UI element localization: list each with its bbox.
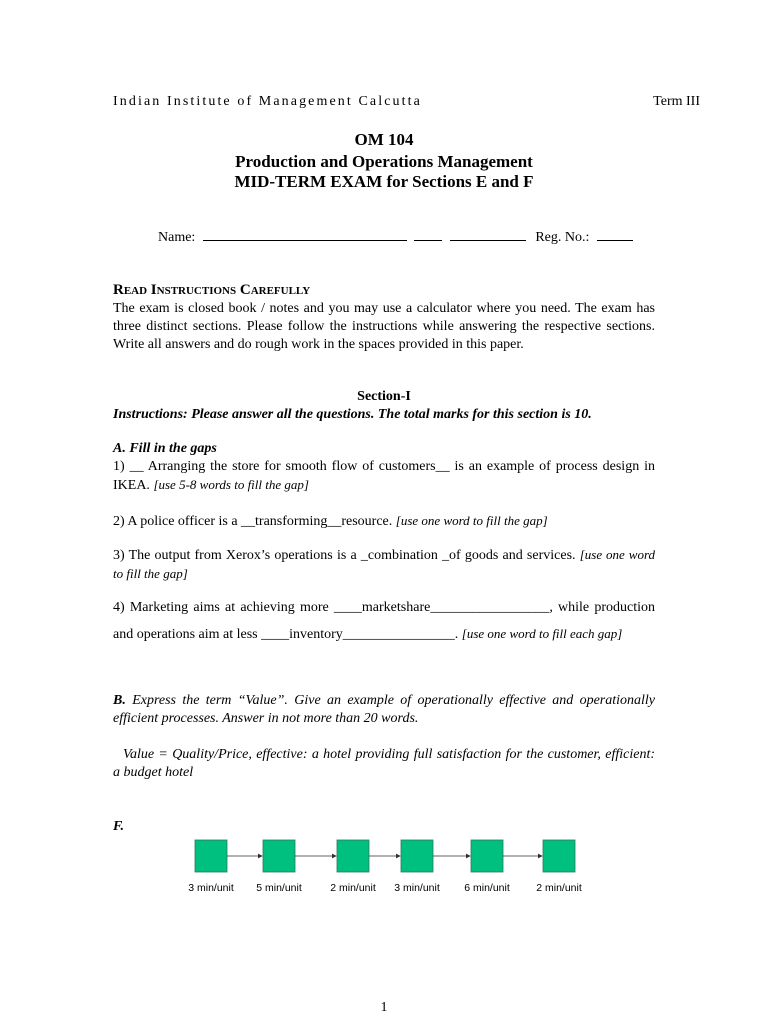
process-step-3 xyxy=(337,840,369,872)
process-step-label-6: 2 min/unit xyxy=(536,882,582,894)
question-2-note: [use one word to fill the gap] xyxy=(395,513,548,528)
part-b-answer: Value = Quality/Price, effective: a hotel providing full satisfaction for the customer, efficient: a budget hotel xyxy=(113,747,655,780)
question-4-note: [use one word to fill each gap] xyxy=(461,626,623,641)
question-3 xyxy=(113,546,655,584)
section-instructions: Instructions: Please answer all the questions. The total marks for this section is 10. xyxy=(113,407,592,422)
reg-field[interactable] xyxy=(597,229,633,241)
question-4-text: 4) Marketing aims at achieving more ____marketshare_________________, while production and operations aim at less ____inventory________________. xyxy=(113,600,655,642)
reg-label: Reg. No.: xyxy=(535,230,590,245)
question-1-text: 1) __ Arranging the store for smooth flow of customers__ is an example of process design in IKEA. xyxy=(113,459,655,493)
part-b-question: Express the term “Value”. Give an example of operationally effective and operationally efficient processes. Answer in not more than 20 words. xyxy=(113,693,656,726)
process-step-2 xyxy=(263,840,295,872)
process-flow-diagram xyxy=(180,835,600,895)
question-2 xyxy=(113,512,655,531)
process-step-4 xyxy=(401,840,433,872)
term-label: Term III xyxy=(653,94,700,109)
process-step-label-2: 5 min/unit xyxy=(256,882,302,894)
question-4 xyxy=(113,595,655,648)
name-label: Name: xyxy=(158,230,196,245)
part-b-label: B. xyxy=(113,693,126,708)
part-a-heading: A. Fill in the gaps xyxy=(113,441,217,456)
course-code: OM 104 xyxy=(354,130,414,149)
question-1 xyxy=(113,458,655,495)
process-step-6 xyxy=(543,840,575,872)
name-field-extra[interactable] xyxy=(414,229,442,241)
question-3-note: [use one word to fill the gap] xyxy=(113,547,656,581)
institute-name: Indian Institute of Management Calcutta xyxy=(113,94,422,109)
instructions-text: The exam is closed book / notes and you may use a calculator where you need. The exam has three distinct sections. Please follow the instructions while answering the respective sections. Write all answers and do rough work in the spaces provided in this paper. xyxy=(113,301,655,352)
process-step-label-1: 3 min/unit xyxy=(188,882,234,894)
name-field-extra-2[interactable] xyxy=(450,229,526,241)
section-title: Section-I xyxy=(357,389,411,404)
instructions-heading: Read Instructions Carefully xyxy=(113,282,311,298)
candidate-row xyxy=(158,229,633,246)
process-step-label-5: 6 min/unit xyxy=(464,882,510,894)
name-field[interactable] xyxy=(203,229,407,241)
question-2-text: 2) A police officer is a __transforming__resource. xyxy=(113,514,393,529)
question-3-text: 3) The output from Xerox’s operations is a _combination _of goods and services. xyxy=(113,548,576,563)
process-step-label-3: 2 min/unit xyxy=(330,882,376,894)
process-step-label-4: 3 min/unit xyxy=(394,882,440,894)
process-step-1 xyxy=(195,840,227,872)
question-1-note: [use 5-8 words to fill the gap] xyxy=(153,477,309,492)
exam-title: MID-TERM EXAM for Sections E and F xyxy=(234,172,534,191)
part-f-label: F. xyxy=(113,819,125,834)
page-number: 1 xyxy=(380,1000,388,1015)
part-b xyxy=(113,692,655,728)
process-step-5 xyxy=(471,840,503,872)
course-title: Production and Operations Management xyxy=(235,152,533,171)
